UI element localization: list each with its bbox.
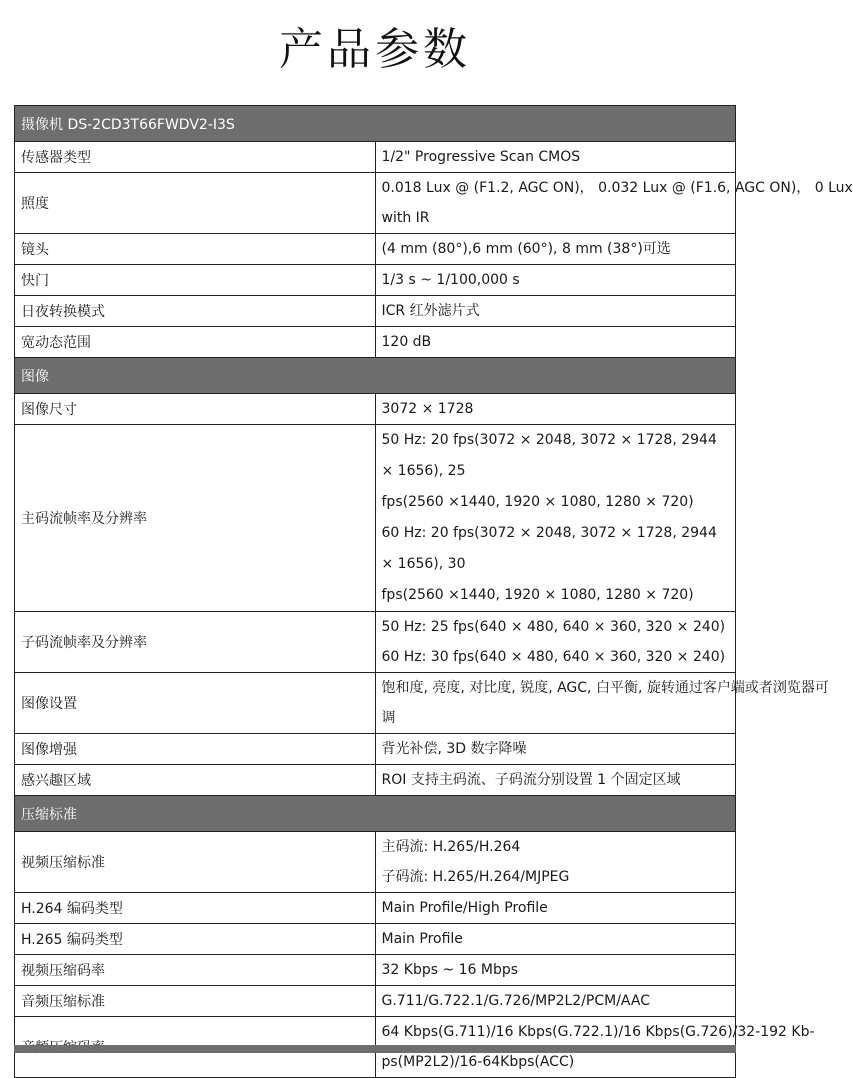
table-row (15, 893, 736, 924)
row-value: (4 mm (80°),6 mm (60°), 8 mm (38°)可选 (375, 234, 736, 265)
row-value: 背光补偿, 3D 数字降噪 (375, 734, 736, 765)
table-row (15, 986, 736, 1017)
row-label: 图像尺寸 (15, 394, 376, 425)
spec-table (14, 105, 853, 1078)
row-value: 0.018 Lux @ (F1.2, AGC ON)， 0.032 Lux @ (F1.6, AGC ON)， 0 Lux with IR (375, 173, 736, 234)
row-label: 感兴趣区域 (15, 765, 376, 796)
section-header-row (15, 358, 736, 394)
row-label: H.265 编码类型 (15, 924, 376, 955)
row-value: 32 Kbps ~ 16 Mbps (375, 955, 736, 986)
table-row (15, 955, 736, 986)
table-row (15, 296, 736, 327)
row-label: 子码流帧率及分辨率 (15, 612, 376, 673)
table-row (15, 425, 736, 612)
row-value: 50 Hz: 20 fps(3072 × 2048, 3072 × 1728, 2944 × 1656), 25 fps(2560 ×1440, 1920 × 1080, 1280 × 720) 60 Hz: 20 fps(3072 × 2048, 3072 × 1728, 2944 × 1656), 30 fps(2560 ×1440, 1920 × 1080, 1280 × 720) (375, 425, 736, 612)
table-row (15, 265, 736, 296)
row-value: 3072 × 1728 (375, 394, 736, 425)
row-value: 50 Hz: 25 fps(640 × 480, 640 × 360, 320 × 240) 60 Hz: 30 fps(640 × 480, 640 × 360, 320 × 240) (375, 612, 736, 673)
row-label: 快门 (15, 265, 376, 296)
row-value: 1/3 s ~ 1/100,000 s (375, 265, 736, 296)
table-row (15, 234, 736, 265)
row-value: 120 dB (375, 327, 736, 358)
table-row (15, 327, 736, 358)
table-row (15, 832, 736, 893)
section-title-camera: 摄像机 DS-2CD3T66FWDV2-I3S (15, 106, 736, 142)
section-header-row (15, 106, 736, 142)
row-label: 图像设置 (15, 673, 376, 734)
next-section-header-edge (14, 1045, 736, 1053)
row-value: Main Profile/High Profile (375, 893, 736, 924)
row-value: ICR 红外滤片式 (375, 296, 736, 327)
row-value: G.711/G.722.1/G.726/MP2L2/PCM/AAC (375, 986, 736, 1017)
row-label: 音频压缩标准 (15, 986, 376, 1017)
row-label: 主码流帧率及分辨率 (15, 425, 376, 612)
row-value: 1/2" Progressive Scan CMOS (375, 142, 736, 173)
page-title: 产品参数 (279, 24, 471, 75)
row-value: Main Profile (375, 924, 736, 955)
row-label: 照度 (15, 173, 376, 234)
row-value: ROI 支持主码流、子码流分别设置 1 个固定区域 (375, 765, 736, 796)
row-value: 饱和度, 亮度, 对比度, 锐度, AGC, 白平衡, 旋转通过客户端或者浏览器可 调 (375, 673, 736, 734)
table-row (15, 394, 736, 425)
row-label: H.264 编码类型 (15, 893, 376, 924)
section-header-row (15, 796, 736, 832)
table-row (15, 142, 736, 173)
row-label: 传感器类型 (15, 142, 376, 173)
table-row (15, 173, 736, 234)
table-row (15, 673, 736, 734)
section-title-compression: 压缩标准 (15, 796, 736, 832)
row-label: 日夜转换模式 (15, 296, 376, 327)
row-label: 视频压缩标准 (15, 832, 376, 893)
section-title-image: 图像 (15, 358, 736, 394)
row-label: 图像增强 (15, 734, 376, 765)
table-row (15, 612, 736, 673)
row-label: 视频压缩码率 (15, 955, 376, 986)
table-row (15, 765, 736, 796)
row-value: 64 Kbps(G.711)/16 Kbps(G.722.1)/16 Kbps(G.726)/32-192 Kb- ps(MP2L2)/16-64Kbps(ACC) (375, 1017, 736, 1078)
table-row (15, 734, 736, 765)
row-label: 宽动态范围 (15, 327, 376, 358)
row-value: 主码流: H.265/H.264 子码流: H.265/H.264/MJPEG (375, 832, 736, 893)
table-row (15, 924, 736, 955)
row-label: 镜头 (15, 234, 376, 265)
